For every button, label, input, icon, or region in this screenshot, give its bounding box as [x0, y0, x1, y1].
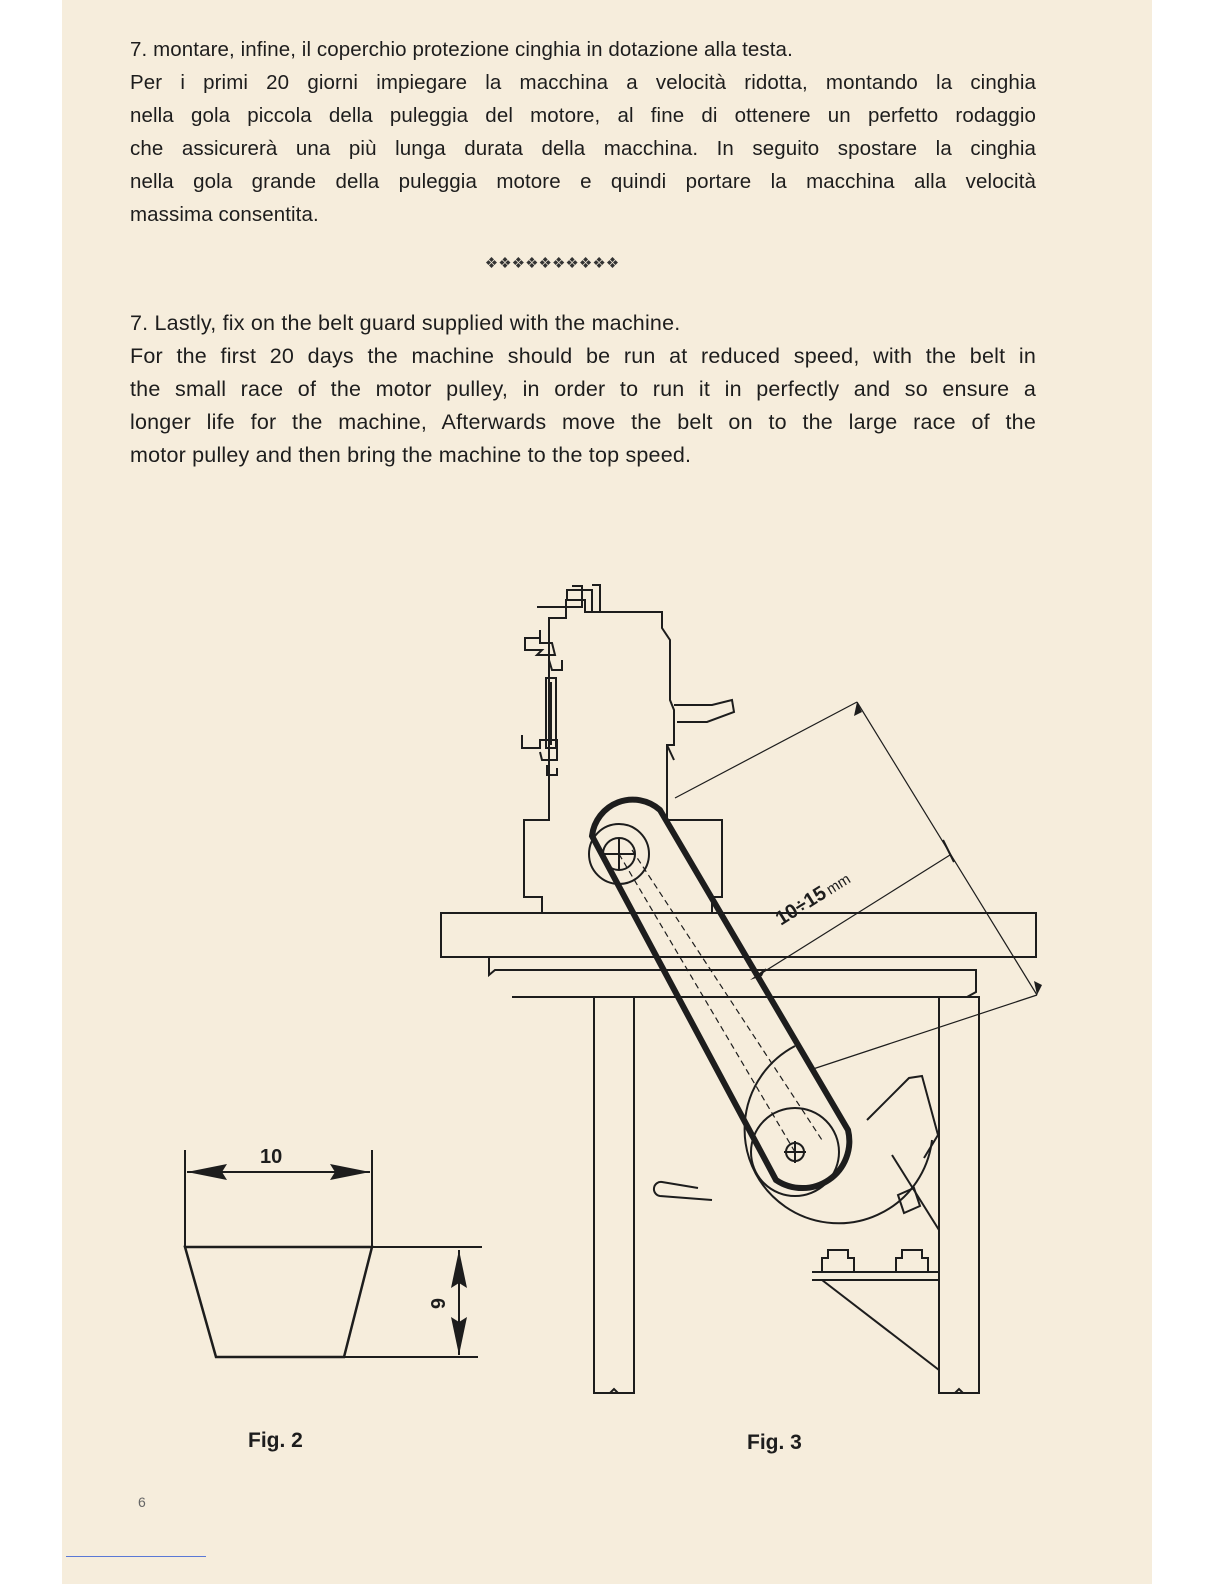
english-line: 7. Lastly, fix on the belt guard supplied with the machine. — [130, 311, 681, 335]
fig2-height-label: 6 — [426, 1297, 449, 1310]
italian-line: Per i primi 20 giorni impiegare la macchina a velocità ridotta, montando la cinghia — [130, 71, 1036, 94]
tension-value: 10÷15 — [771, 882, 831, 931]
fig2-caption: Fig. 2 — [248, 1429, 303, 1452]
section-separator: ❖❖❖❖❖❖❖❖❖❖ — [484, 255, 620, 272]
bottom-rule — [66, 1556, 206, 1557]
italian-line: nella gola grande della puleggia motore e quindi portare la macchina alla velocità — [130, 170, 1036, 193]
table-top — [441, 913, 1036, 957]
english-line: motor pulley and then bring the machine to the top speed. — [130, 443, 692, 467]
italian-line: massima consentita. — [130, 203, 319, 226]
page-number: 6 — [138, 1494, 146, 1510]
english-line: the small race of the motor pulley, in order to run it in perfectly and so ensure a — [130, 377, 1036, 401]
fig2-width-label: 10 — [260, 1146, 283, 1168]
fig3-lines — [441, 585, 1037, 1393]
italian-line: nella gola piccola della puleggia del motore, al fine di ottenere un perfetto rodaggio — [130, 104, 1036, 127]
drive-belt — [592, 800, 849, 1188]
fig3-machine-drawing — [62, 0, 1152, 1584]
tension-unit: mm — [823, 870, 854, 899]
italian-line: 7. montare, infine, il coperchio protezione cinghia in dotazione alla testa. — [130, 38, 793, 61]
english-line: longer life for the machine, Afterwards move the belt on to the large race of the — [130, 410, 1036, 434]
manual-page — [62, 0, 1152, 1584]
italian-line: che assicurerà una più lunga durata della macchina. In seguito spostare la cinghia — [130, 137, 1036, 160]
fig3-arrows — [750, 702, 1042, 995]
english-line: For the first 20 days the machine should be run at reduced speed, with the belt in — [130, 344, 1036, 368]
fig3-caption: Fig. 3 — [747, 1431, 802, 1454]
